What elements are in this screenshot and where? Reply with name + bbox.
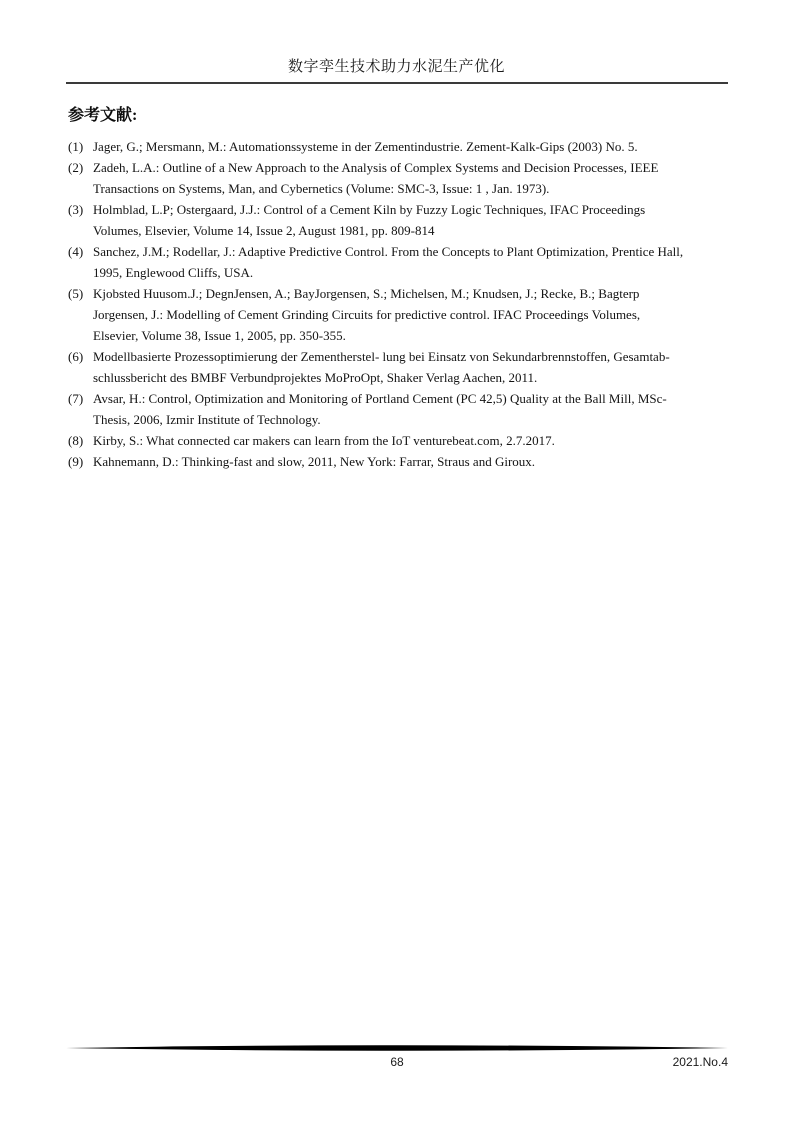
reference-line: Sanchez, J.M.; Rodellar, J.: Adaptive Predictive Control. From the Concepts to Plant Optimization, Prentice Hall, bbox=[93, 244, 684, 259]
reference-item bbox=[66, 451, 731, 472]
reference-number: (2) bbox=[68, 160, 84, 175]
references-heading: 参考文献: bbox=[68, 107, 138, 124]
reference-line: Elsevier, Volume 38, Issue 1, 2005, pp. 350-355. bbox=[93, 328, 346, 343]
reference-list bbox=[66, 136, 731, 472]
reference-item bbox=[66, 346, 731, 388]
reference-number: (3) bbox=[68, 202, 84, 217]
reference-line: Thesis, 2006, Izmir Institute of Technology. bbox=[93, 412, 321, 427]
reference-lines bbox=[93, 283, 731, 346]
reference-line: Kirby, S.: What connected car makers can learn from the IoT venturebeat.com, 2.7.2017. bbox=[93, 433, 555, 448]
reference-lines bbox=[93, 388, 731, 430]
reference-line: 1995, Englewood Cliffs, USA. bbox=[93, 265, 254, 280]
footer-issue-label: 2021.No.4 bbox=[672, 1055, 728, 1069]
reference-line: Holmblad, L.P; Ostergaard, J.J.: Control of a Cement Kiln by Fuzzy Logic Techniques, IFAC Proceedings bbox=[93, 202, 646, 217]
reference-line: Jorgensen, J.: Modelling of Cement Grinding Circuits for predictive control. IFAC Proceedings Volumes, bbox=[93, 307, 641, 322]
reference-number: (4) bbox=[68, 244, 84, 259]
reference-item bbox=[66, 241, 731, 283]
reference-line: Kahnemann, D.: Thinking-fast and slow, 2011, New York: Farrar, Straus and Giroux. bbox=[93, 454, 536, 469]
reference-line: Kjobsted Huusom.J.; DegnJensen, A.; BayJorgensen, S.; Michelsen, M.; Knudsen, J.; Recke, B.; Bagterp bbox=[93, 286, 640, 301]
reference-lines bbox=[93, 346, 731, 388]
reference-lines bbox=[93, 157, 731, 199]
reference-line: Jager, G.; Mersmann, M.: Automationssysteme in der Zementindustrie. Zement-Kalk-Gips (2003) No. 5. bbox=[93, 139, 638, 154]
page-header-title: 数字孪生技术助力水泥生产优化 bbox=[287, 59, 505, 75]
reference-number: (8) bbox=[68, 433, 84, 448]
references-section bbox=[66, 106, 731, 472]
reference-lines bbox=[93, 199, 731, 241]
reference-item bbox=[66, 199, 731, 241]
reference-item bbox=[66, 136, 731, 157]
footer-rule bbox=[66, 1044, 728, 1052]
footer-page-number: 68 bbox=[390, 1055, 404, 1069]
reference-lines bbox=[93, 430, 731, 451]
reference-number: (7) bbox=[68, 391, 84, 406]
reference-item bbox=[66, 283, 731, 346]
reference-line: Modellbasierte Prozessoptimierung der Zementherstel- lung bei Einsatz von Sekundarbrennstoffen, Gesamtab- bbox=[93, 349, 670, 364]
reference-line: Volumes, Elsevier, Volume 14, Issue 2, August 1981, pp. 809-814 bbox=[93, 223, 435, 238]
reference-line: Zadeh, L.A.: Outline of a New Approach to the Analysis of Complex Systems and Decision Processes, IEEE bbox=[93, 160, 659, 175]
reference-item bbox=[66, 430, 731, 451]
reference-number: (1) bbox=[68, 139, 84, 154]
reference-line: schlussbericht des BMBF Verbundprojektes MoProOpt, Shaker Verlag Aachen, 2011. bbox=[93, 370, 538, 385]
reference-lines bbox=[93, 136, 731, 157]
reference-lines bbox=[93, 451, 731, 472]
reference-number: (9) bbox=[68, 454, 84, 469]
reference-lines bbox=[93, 241, 731, 283]
reference-item bbox=[66, 388, 731, 430]
reference-item bbox=[66, 157, 731, 199]
header-rule bbox=[66, 82, 728, 84]
reference-line: Transactions on Systems, Man, and Cybernetics (Volume: SMC-3, Issue: 1 , Jan. 1973). bbox=[93, 181, 550, 196]
page-footer bbox=[66, 1055, 728, 1071]
reference-line: Avsar, H.: Control, Optimization and Monitoring of Portland Cement (PC 42,5) Quality at the Ball Mill, MSc- bbox=[93, 391, 667, 406]
reference-number: (6) bbox=[68, 349, 84, 364]
reference-number: (5) bbox=[68, 286, 84, 301]
